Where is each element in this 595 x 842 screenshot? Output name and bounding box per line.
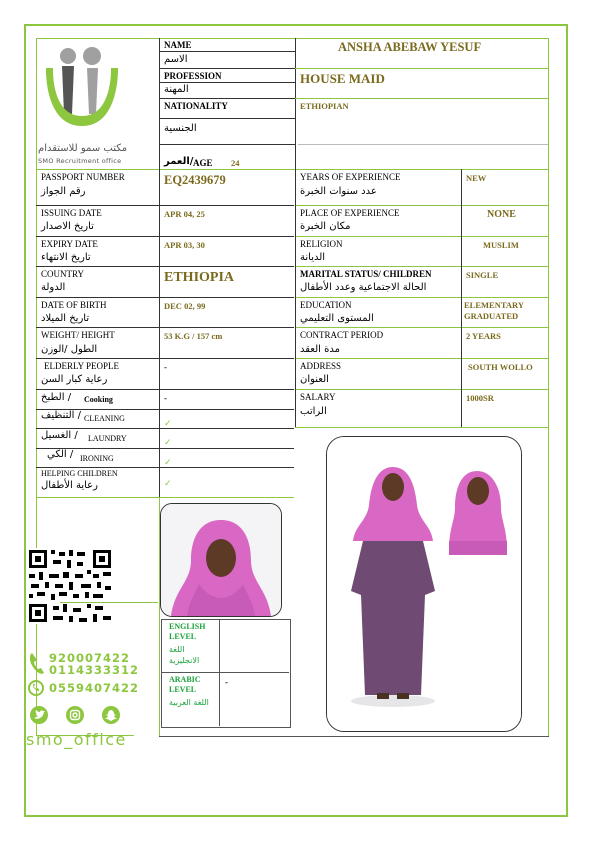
name-label-en: NAME [164,40,192,50]
issuing-date-label-en: ISSUING DATE [41,208,102,218]
helping-children-label-ar: رعاية الأطفال [41,480,98,491]
name-label-ar: الاسم [164,54,188,65]
expiry-date-value: APR 03, 30 [164,240,205,250]
rule [36,38,37,736]
elderly-label-en: ELDERLY PEOPLE [44,361,120,371]
whatsapp-icon [27,679,45,697]
weight-height-label-en: WEIGHT/ HEIGHT [41,330,115,340]
logo-arabic-name: مكتب سمو للاستقدام [38,143,128,154]
cooking-label-ar: الطبخ / [41,392,72,403]
passport-photo [160,503,282,617]
profession-label-en: PROFESSION [164,71,222,81]
age-label-ar: العمر/ [164,156,194,167]
elderly-label-ar: رعاية كبار السن [41,374,108,385]
age-value: 24 [231,158,240,168]
address-label-ar: العنوان [300,374,329,385]
country-label-en: COUNTRY [41,269,85,279]
country-value: ETHIOPIA [164,270,235,285]
dob-value: DEC 02, 99 [164,301,206,311]
instagram-icon[interactable] [66,706,84,724]
experience-years-label-en: YEARS OF EXPERIENCE [300,172,401,182]
nationality-label-en: NATIONALITY [164,101,228,111]
issuing-date-value: APR 04, 25 [164,209,205,219]
smo-logo-icon [40,42,122,140]
religion-label-en: RELIGION [300,239,343,249]
marital-status-label-ar: الحالة الاجتماعية وعدد الأطفال [300,282,427,293]
address-value: SOUTH WOLLO [468,362,533,372]
passport-label-ar: رقم الجواز [41,186,86,197]
experience-years-value: NEW [466,173,487,183]
weight-height-label-ar: الطول /الوزن [41,344,98,355]
weight-height-value: 53 K.G / 157 cm [164,331,223,341]
passport-value: EQ2439679 [164,173,226,187]
marital-status-label-en: MARITAL STATUS/ CHILDREN [300,269,432,279]
education-label-en: EDUCATION [300,300,352,310]
contract-period-label-ar: مدة العقد [300,344,340,355]
elderly-value: - [164,362,167,372]
cleaning-label-ar: التنظيف / [41,410,81,421]
english-level-label-ar: اللغة الانجليزية [169,645,200,665]
education-label-ar: المستوى التعليمي [300,313,374,324]
whatsapp-number: 0559407422 [49,681,140,695]
religion-label-ar: الديانة [300,252,326,263]
issuing-date-label-ar: تاريخ الاصدار [41,221,94,232]
experience-place-label-ar: مكان الخبرة [300,221,351,232]
rule [36,38,549,39]
cooking-label-en: Cooking [84,395,113,404]
helping-children-check-icon: ✓ [164,478,172,488]
qr-code-icon [27,548,113,624]
full-body-photo [326,436,522,732]
expiry-date-label-en: EXPIRY DATE [41,239,98,249]
laundry-label-ar: الغسيل / [41,430,78,441]
ironing-label-ar: الكي / [47,449,74,460]
age-label-en: AGE [193,158,213,168]
snapchat-icon[interactable] [102,706,120,724]
country-label-ar: الدولة [41,282,66,293]
religion-value: MUSLIM [483,240,519,250]
laundry-label-en: LAUNDRY [88,434,127,443]
candidate-name: ANSHA ABEBAW YESUF [338,40,482,54]
experience-place-value: NONE [487,209,516,220]
ironing-label-en: IRONING [80,454,114,463]
logo-english-name: SMO Recruitment office [38,157,122,165]
phone-number-1: 920007422 [49,651,131,665]
contract-period-label-en: CONTRACT PERIOD [300,330,384,340]
rule [60,602,158,603]
cleaning-label-en: CLEANING [84,414,125,423]
twitter-icon[interactable] [30,706,48,724]
english-level-label-en: ENGLISH LEVEL [169,622,206,641]
profession-label-ar: المهنة [164,84,189,95]
dob-label-en: DATE OF BIRTH [41,300,107,310]
nationality-label-ar: الجنسية [164,123,197,134]
experience-years-label-ar: عدد سنوات الخبرة [300,186,377,197]
contract-period-value: 2 YEARS [466,331,501,341]
expiry-date-label-ar: تاريخ الانتهاء [41,252,91,263]
phone-icon [27,650,45,676]
experience-place-label-en: PLACE OF EXPERIENCE [300,208,400,218]
education-value: ELEMENTARY GRADUATED [464,300,524,321]
laundry-check-icon: ✓ [164,437,172,447]
arabic-level-label-en: ARABIC LEVEL [169,675,201,694]
salary-label-en: SALARY [300,392,336,402]
address-label-en: ADDRESS [300,361,342,371]
helping-children-label-en: HELPING CHILDREN [41,469,118,478]
arabic-level-value: - [225,677,228,687]
candidate-profession: HOUSE MAID [300,71,385,86]
ironing-check-icon: ✓ [164,457,172,467]
salary-value: 1000SR [466,393,494,403]
social-handle: smo_office [26,730,127,749]
cleaning-check-icon: ✓ [164,418,172,428]
phone-number-2: 0114333312 [49,663,140,677]
candidate-nationality: ETHIOPIAN [300,101,349,111]
rule [548,38,549,736]
arabic-level-label-ar: اللغة العربية [169,698,209,707]
passport-label-en: PASSPORT NUMBER [41,172,125,182]
dob-label-ar: تاريخ الميلاد [41,313,90,324]
cooking-value: - [164,393,167,403]
salary-label-ar: الراتب [300,406,327,417]
marital-status-value: SINGLE [466,270,499,280]
